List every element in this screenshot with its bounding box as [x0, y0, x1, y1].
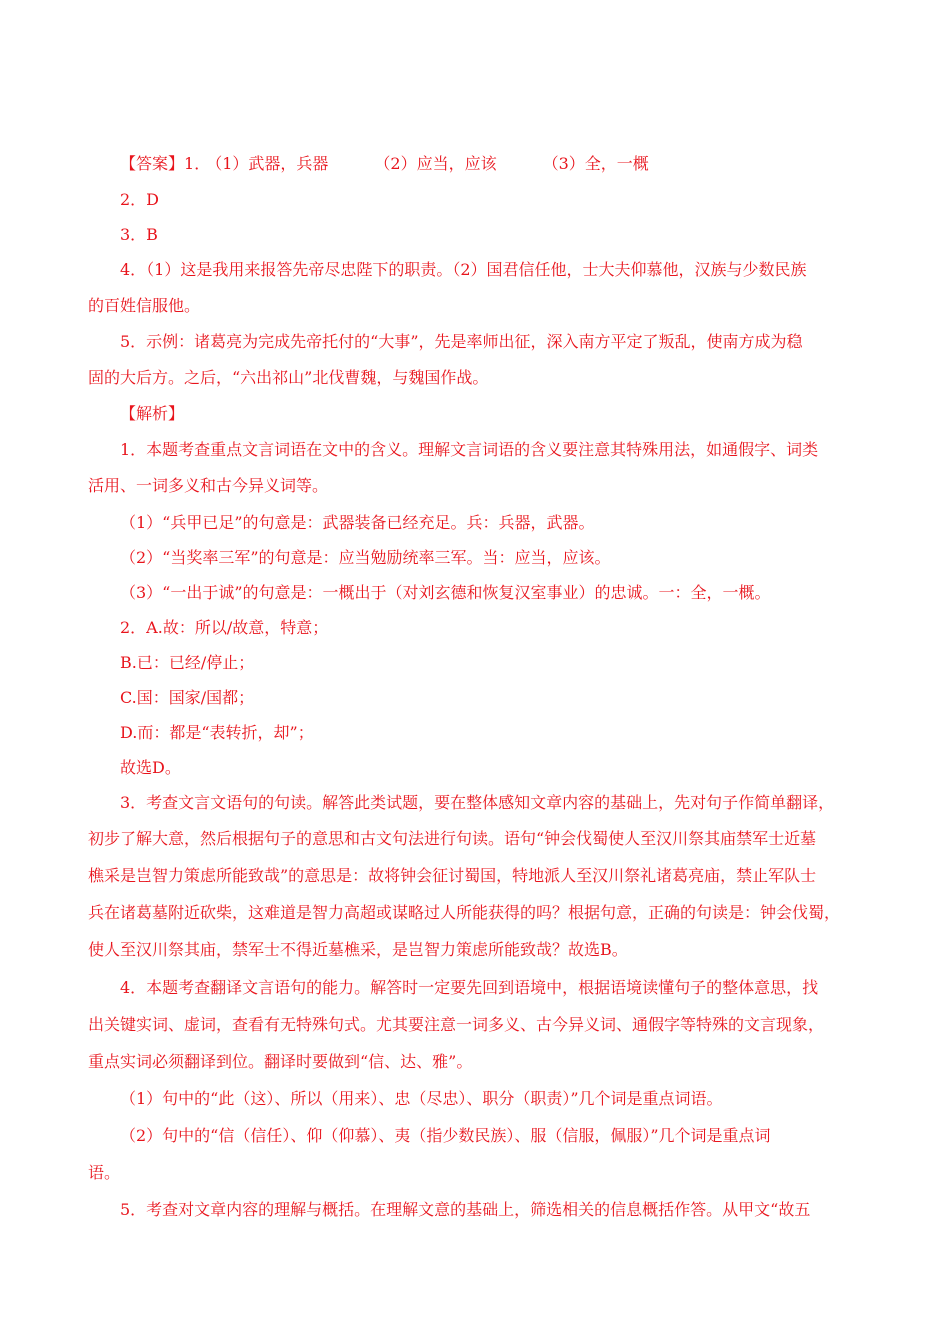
answer-q1-c: （3）全，一概: [542, 154, 649, 173]
answer-q1-a: （1）武器，兵器: [214, 154, 329, 173]
answer-header: 【答案】: [120, 154, 185, 173]
answer-q4-line2: 的百姓信服他。: [88, 296, 201, 315]
analysis-p1-s2: （2）“当奖率三军”的句意是：应当勉励统率三军。当：应当，应该。: [120, 548, 611, 567]
answer-q4-line1: 4．（1）这是我用来报答先帝尽忠陛下的职责。（2）国君信任他，士大夫仰慕他，汉族与少数民族: [120, 260, 807, 279]
answer-q1-b: （2）应当，应该: [374, 154, 497, 173]
analysis-p4-line2: 出关键实词、虚词，查看有无特殊句式。尤其要注意一词多义、古今异义词、通假字等特殊的文言现象，: [88, 1015, 825, 1034]
analysis-p1-line1: 1．本题考查重点文言词语在文中的含义。理解文言词语的含义要注意其特殊用法，如通假字、词类: [120, 440, 819, 459]
analysis-p5-line1: 5．考查对文章内容的理解与概括。在理解文意的基础上，筛选相关的信息概括作答。从甲文“故五: [120, 1200, 811, 1219]
answer-q2: 2．D: [120, 190, 160, 209]
analysis-p2-a: 2．A.故：所以/故意，特意；: [120, 618, 329, 637]
analysis-p1-line2: 活用、一词多义和古今异义词等。: [88, 476, 329, 495]
answer-q1-line: [120, 154, 649, 174]
answer-q5-line1: 5．示例：诸葛亮为完成先帝托付的“大事”，先是率师出征，深入南方平定了叛乱，使南方成为稳: [120, 332, 803, 351]
analysis-p3-line1: 3．考查文言文语句的句读。解答此类试题，要在整体感知文章内容的基础上，先对句子作简单翻译，: [120, 793, 835, 812]
analysis-p4-s1: （1）句中的“此（这）、所以（用来）、忠（尽忠）、职分（职责）”几个词是重点词语。: [120, 1089, 723, 1108]
answer-q1-prefix: 1．: [184, 154, 211, 173]
analysis-header: 【解析】: [120, 404, 185, 423]
analysis-p3-line5: 使人至汉川祭其庙，禁军士不得近墓樵采，是岂智力策虑所能致哉？故选B。: [88, 940, 628, 959]
analysis-p2-end: 故选D。: [120, 758, 181, 777]
analysis-p2-b: B.已：已经/停止；: [120, 653, 255, 672]
analysis-p3-line4: 兵在诸葛墓附近砍柴，这难道是智力高超或谋略过人所能获得的吗？根据句意，正确的句读是：钟会伐蜀，: [88, 903, 841, 922]
analysis-p4-s2-line2: 语。: [88, 1163, 121, 1182]
analysis-p4-line1: 4．本题考查翻译文言语句的能力。解答时一定要先回到语境中，根据语境读懂句子的整体意思，找: [120, 978, 819, 997]
answer-q5-line2: 固的大后方。之后，“六出祁山”北伐曹魏，与魏国作战。: [88, 368, 489, 387]
analysis-p3-line2: 初步了解大意，然后根据句子的意思和古文句法进行句读。语句“钟会伐蜀使人至汉川祭其庙禁军士近墓: [88, 829, 817, 848]
analysis-p4-line3: 重点实词必须翻译到位。翻译时要做到“信、达、雅”。: [88, 1052, 473, 1071]
analysis-p4-s2-line1: （2）句中的“信（信任）、仰（仰慕）、夷（指少数民族）、服（信服，佩服）”几个词是重点词: [120, 1126, 771, 1145]
analysis-p2-c: C.国：国家/国都；: [120, 688, 255, 707]
answer-q3: 3．B: [120, 225, 158, 244]
analysis-p1-s3: （3）“一出于诚”的句意是：一概出于（对刘玄德和恢复汉室事业）的忠诚。一：全，一概。: [120, 583, 771, 602]
analysis-p2-d: D.而：都是“表转折，却”；: [120, 723, 314, 742]
analysis-p1-s1: （1）“兵甲已足”的句意是：武器装备已经充足。兵：兵器，武器。: [120, 513, 595, 532]
analysis-p3-line3: 樵采是岂智力策虑所能致哉”的意思是：故将钟会征讨蜀国，特地派人至汉川祭礼诸葛亮庙，禁止军队士: [88, 866, 817, 885]
